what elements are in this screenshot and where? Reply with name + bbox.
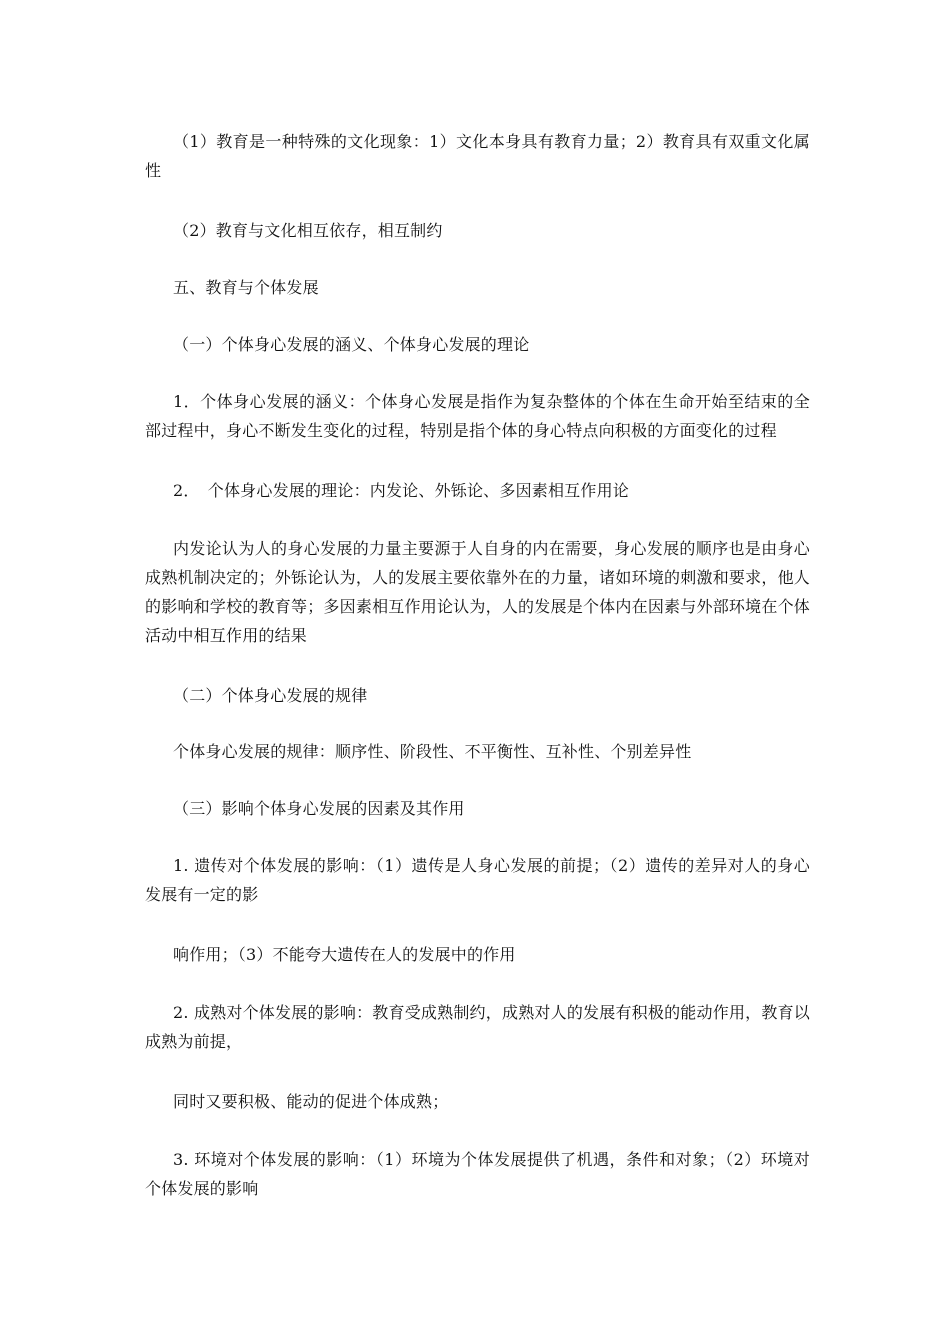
paragraph-interdependence: （2）教育与文化相互依存，相互制约	[173, 221, 443, 240]
paragraph-heredity: 1. 遗传对个体发展的影响：（1）遗传是人身心发展的前提；（2）遗传的差异对人的身心发展有一定的影	[145, 856, 810, 904]
paragraph-maturation: 2. 成熟对个体发展的影响：教育受成熟制约，成熟对人的发展有积极的能动作用，教育以成熟为前提，	[145, 1003, 810, 1051]
section-heading-education-individual: 五、教育与个体发展	[173, 278, 319, 297]
paragraph-definition: 1．个体身心发展的涵义：个体身心发展是指作为复杂整体的个体在生命开始至结束的全部过程中，身心不断发生变化的过程，特别是指个体的身心特点向积极的方面变化的过程	[145, 392, 810, 440]
subsection-heading-2: （二）个体身心发展的规律	[173, 686, 368, 705]
paragraph-theories: 2． 个体身心发展的理论：内发论、外铄论、多因素相互作用论	[173, 481, 629, 500]
subsection-heading-3: （三）影响个体身心发展的因素及其作用	[173, 799, 465, 818]
subsection-heading-1: （一）个体身心发展的涵义、个体身心发展的理论	[173, 335, 530, 354]
paragraph-culture-phenomenon: （1）教育是一种特殊的文化现象：1）文化本身具有教育力量；2）教育具有双重文化属性	[145, 132, 810, 180]
paragraph-heredity-cont: 响作用；（3）不能夸大遗传在人的发展中的作用	[173, 945, 516, 964]
paragraph-maturation-cont: 同时又要积极、能动的促进个体成熟；	[173, 1092, 449, 1111]
paragraph-laws: 个体身心发展的规律：顺序性、阶段性、不平衡性、互补性、个别差异性	[173, 742, 692, 761]
paragraph-environment: 3. 环境对个体发展的影响：（1）环境为个体发展提供了机遇，条件和对象；（2）环境对个体发展的影响	[145, 1150, 810, 1198]
paragraph-theories-detail: 内发论认为人的身心发展的力量主要源于人自身的内在需要，身心发展的顺序也是由身心成熟机制决定的；外铄论认为，人的发展主要依靠外在的力量，诸如环境的刺激和要求，他人的影响和学校的教育等；多因素相互作用论认为，人的发展是个体内在因素与外部环境在个体活动中相互作用的结果	[145, 539, 810, 645]
